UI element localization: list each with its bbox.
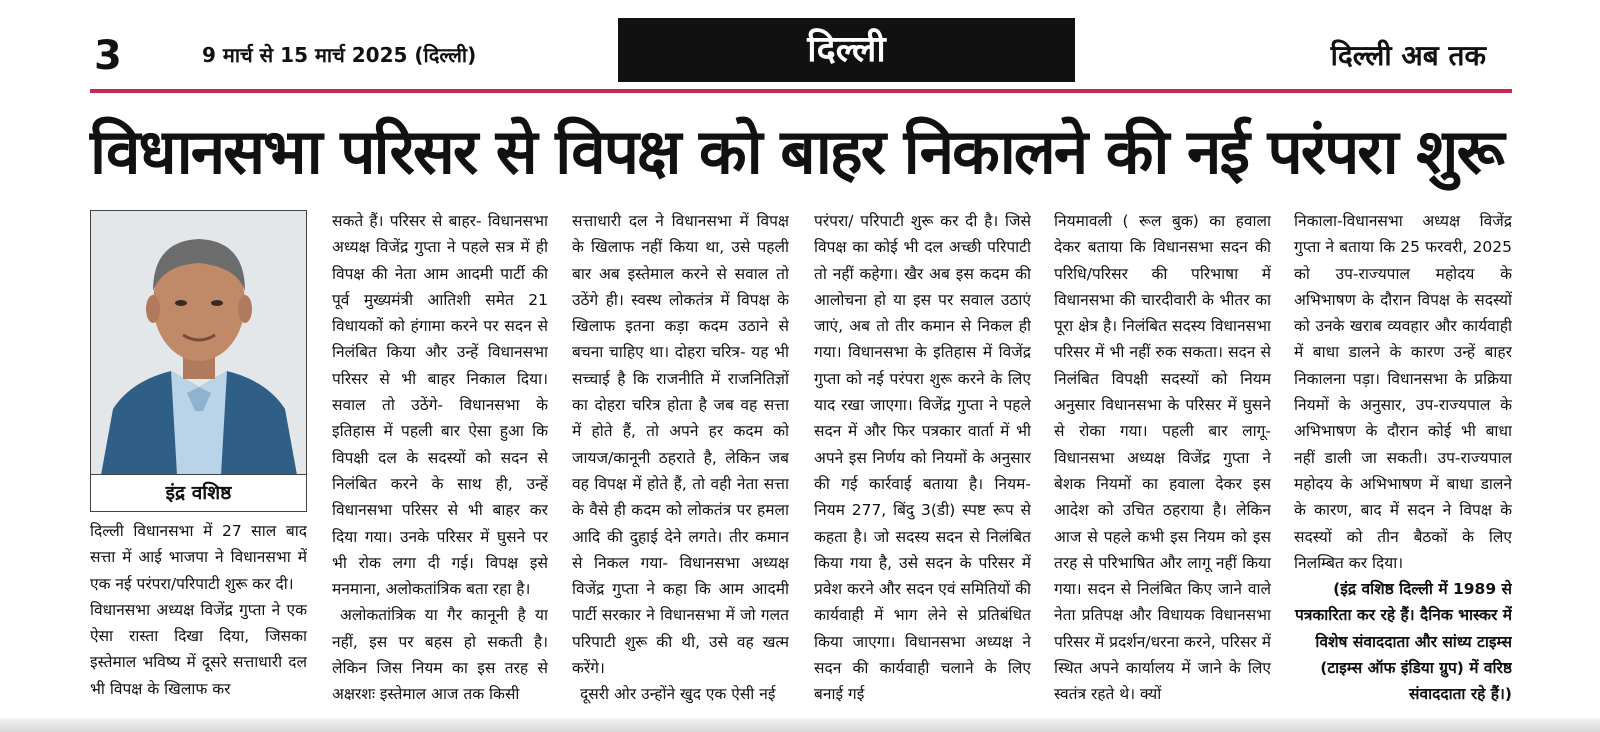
article-column-3 <box>572 208 789 714</box>
paragraph: सत्ताधारी दल ने विधानसभा में विपक्ष के खिलाफ नहीं किया था, उसे पहली बार अब इस्तेमाल करने से सवाल तो उठेंगे ही। स्वस्थ लोकतंत्र में विपक्ष के खिलाफ इतना कड़ा कदम उठाने से बचना चाहिए था। दोहरा चरित्र- यह भी सच्चाई है कि राजनीति में राजनितिज्ञों का दोहरा चरित्र होता है जब वह सत्ता में होते हैं, तो अपने हर कदम को जायज/कानूनी ठहराते है, लेकिन जब वह विपक्ष में होते हैं, तो वही नेता सत्ता के वैसे ही कदम को लोकतंत्र पर हमला आदि की दुहाई देने लगते। तीर कमान से निकल गया- विधानसभा अध्यक्ष विजेंद्र गुप्ता ने कहा कि आम आदमी पार्टी सरकार ने विधानसभा में जो गलत परिपाटी शुरू की थी, उसे वह खत्म करेंगे। <box>572 212 789 678</box>
paragraph: दिल्ली विधानसभा में 27 साल बाद सत्ता में आई भाजपा ने विधानसभा में एक नई परंपरा/परिपाटी शुरू कर दी। <box>90 522 307 593</box>
article-column-6 <box>1294 208 1512 714</box>
article-headline: विधानसभा परिसर से विपक्ष को बाहर निकालने की नई परंपरा शुरू <box>90 115 1503 188</box>
paragraph: नियमावली ( रूल बुक) का हवाला देकर बताया कि विधानसभा सदन की परिधि/परिसर की परिभाषा में विधानसभा की चारदीवारी के भीतर का पूरा क्षेत्र है। निलंबित सदस्य विधानसभा परिसर में भी नहीं रुक सकता। सदन से निलंबित विपक्षी सदस्यों को नियम अनुसार विधानसभा के परिसर में घुसने से रोका गया। पहली बार लागू- विधानसभा अध्यक्ष विजेंद्र गुप्ता ने बेशक नियमों का हवाला देकर इस आदेश को उचित ठहराया है। लेकिन आज से पहले कभी इस नियम को इस तरह से परिभाषित और लागू नहीं किया गया। सदन से निलंबित किए जाने वाले नेता प्रतिपक्ष और विधायक विधानसभा परिसर में प्रदर्शन/धरना करने, परिसर में स्थित अपने कार्यालय में जाने के लिए स्वतंत्र रहते थे। क्यों <box>1054 212 1271 704</box>
article-column-5 <box>1054 208 1271 714</box>
paragraph: दूसरी ओर उन्होंने खुद एक ऐसी नई <box>580 685 776 704</box>
paragraph: परंपरा/ परिपाटी शुरू कर दी है। जिसे विपक्ष का कोई भी दल अच्छी परिपाटी तो नहीं कहेगा। खैर अब इस कदम की आलोचना हो या इस पर सवाल उठाएं जाएं, अब तो तीर कमान से निकल ही गया। विधानसभा के इतिहास में विजेंद्र गुप्ता को नई परंपरा शुरू करने के लिए याद रखा जाएगा। विजेंद्र गुप्ता ने पहले सदन में और फिर पत्रकार वार्ता में भी अपने इस निर्णय को नियमों के अनुसार की गई कार्रवाई बताया है। नियम- नियम 277, बिंदु 3(डी) स्पष्ट रूप से कहता है। जो सदस्य सदन से निलंबित किया गया है, उसे सदन के परिसर में प्रवेश करने और सदन एवं समितियों की कार्यवाही में भाग लेने से प्रतिबंधित किया जाएगा। विधानसभा अध्यक्ष ने सदन की कार्यवाही चलाने के लिए बनाई गई <box>814 212 1031 704</box>
paragraph: अलोकतांत्रिक या गैर कानूनी है या नहीं, इस पर बहस हो सकती है। लेकिन जिस नियम का इस तरह से अक्षरशः इस्तेमाल आज तक किसी <box>332 606 548 704</box>
page-fold <box>0 718 1600 732</box>
paragraph: सकते हैं। परिसर से बाहर- विधानसभा अध्यक्ष विजेंद्र गुप्ता ने पहले सत्र में ही विपक्ष की नेता आम आदमी पार्टी की पूर्व मुख्यमंत्री आतिशी समेत 21 विधायकों को हंगामा करने पर सदन से निलंबित किया और उन्हें विधानसभा परिसर से भी बाहर निकाल दिया। सवाल तो उठेंगे- विधानसभा के इतिहास में पहली बार ऐसा हुआ कि विपक्षी दल के सदस्यों को सदन से निलंबित करने के साथ ही, उन्हें विधानसभा परिसर से भी बाहर कर दिया गया। उनके परिसर में घुसने पर भी रोक लगा दी गई। विपक्ष इसे मनमाना, अलोकतांत्रिक बता रहा है। <box>332 212 548 599</box>
article-column-4 <box>814 208 1031 714</box>
page-number: 3 <box>94 33 122 79</box>
author-photo <box>90 210 307 512</box>
article-column-1 <box>90 518 307 714</box>
author-bio: (इंद्र वशिष्ठ दिल्ली में 1989 से पत्रकारिता कर रहे हैं। दैनिक भास्कर में विशेष संवाददाता और सांध्य टाइम्स (टाइम्स ऑफ इंडिया ग्रुप) में वरिष्ठ संवाददाता रहे हैं।) <box>1295 580 1512 704</box>
masthead-rule <box>90 89 1512 93</box>
newspaper-name: दिल्ली अब तक <box>1330 39 1486 72</box>
dateline: 9 मार्च से 15 मार्च 2025 (दिल्ली) <box>202 43 477 67</box>
photo-caption: इंद्र वशिष्ठ <box>91 474 306 511</box>
article-column-2 <box>332 208 548 714</box>
paragraph: विधानसभा अध्यक्ष विजेंद्र गुप्ता ने एक ऐसा रास्ता दिखा दिया, जिसका इस्तेमाल भविष्य में दूसरे सत्ताधारी दल भी विपक्ष के खिलाफ कर <box>90 600 307 698</box>
author-portrait-icon <box>91 211 306 475</box>
paragraph: निकाला-विधानसभा अध्यक्ष विजेंद्र गुप्ता ने बताया कि 25 फरवरी, 2025 को उप-राज्यपाल महोदय के अभिभाषण के दौरान विपक्ष के सदस्यों को उनके खराब व्यवहार और कार्यवाही में बाधा डालने के कारण उन्हें बाहर निकालना पड़ा। विधानसभा के प्रक्रिया नियमों के अनुसार, उप-राज्यपाल के अभिभाषण के दौरान कोई भी बाधा नहीं डाली जा सकती। उप-राज्यपाल महोदय के अभिभाषण में बाधा डालने के कारण, बाद में सदन ने विपक्ष के सदस्यों को तीन बैठकों के लिए निलम्बित कर दिया। <box>1294 212 1512 572</box>
section-banner: दिल्ली <box>618 18 1075 82</box>
